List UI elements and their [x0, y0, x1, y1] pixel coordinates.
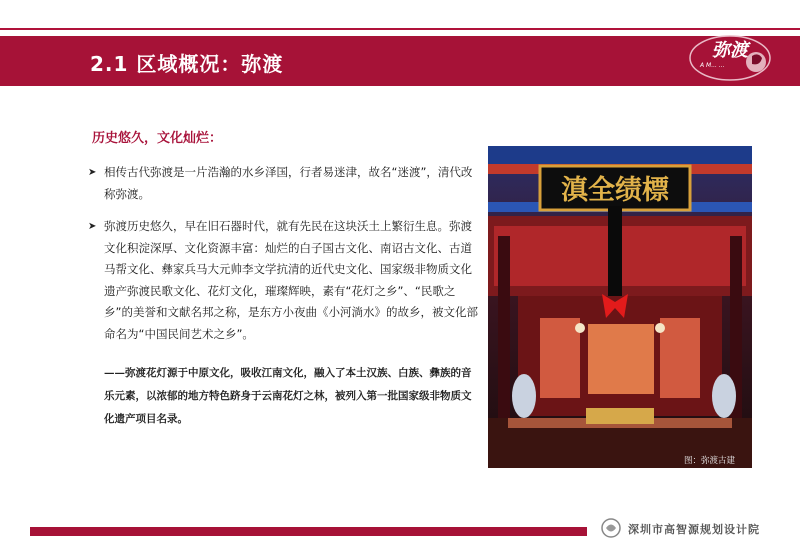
logo-text: 弥渡: [712, 40, 748, 61]
bullet-item: [90, 162, 480, 205]
arrow-bullet-icon: ➤: [88, 221, 97, 232]
page-title: 2.1 区域概况：弥渡: [90, 52, 284, 76]
photo-caption: 图：弥渡古建: [684, 456, 736, 466]
bullet-item: [90, 216, 480, 345]
footer-bar: [30, 527, 587, 536]
footer-text: 深圳市高智源规划设计院: [628, 523, 760, 536]
logo-subtitle: A M... ...: [700, 62, 725, 69]
section-heading: 历史悠久，文化灿烂：: [92, 131, 223, 146]
quote-text: ——弥渡花灯源于中原文化，吸收江南文化，融入了本土汉族、白族、彝族的音乐元素，以浓郁的地方特色跻身于云南花灯之林，被列入第一批国家级非物质文化遗产项目名录。: [104, 367, 472, 425]
bullet-text: 相传古代弥渡是一片浩瀚的水乡泽国，行者易迷津，故名“迷渡”，清代改称弥渡。: [104, 165, 473, 201]
bullet-text: 弥渡历史悠久，早在旧石器时代，就有先民在这块沃土上繁衍生息。弥渡文化积淀深厚、文化资源丰富：灿烂的白子国古文化、南诏古文化、古道马帮文化、彝家兵马大元帅李文学抗清的近代史文化、国家级非物质文化遗产弥渡民歌文化、花灯文化，璀璨辉映，素有“花灯之乡”、“民歌之乡”的美誉和文献名邦之称，是东方小夜曲《小河淌水》的故乡，被文化部命名为“中国民间艺术之乡”。: [104, 219, 478, 341]
temple-illustration: [488, 146, 752, 468]
temple-photo: [488, 146, 752, 468]
arrow-bullet-icon: ➤: [88, 167, 97, 178]
institute-logo-icon: [600, 517, 622, 539]
plaque-text: 滇全绩標: [561, 175, 669, 206]
